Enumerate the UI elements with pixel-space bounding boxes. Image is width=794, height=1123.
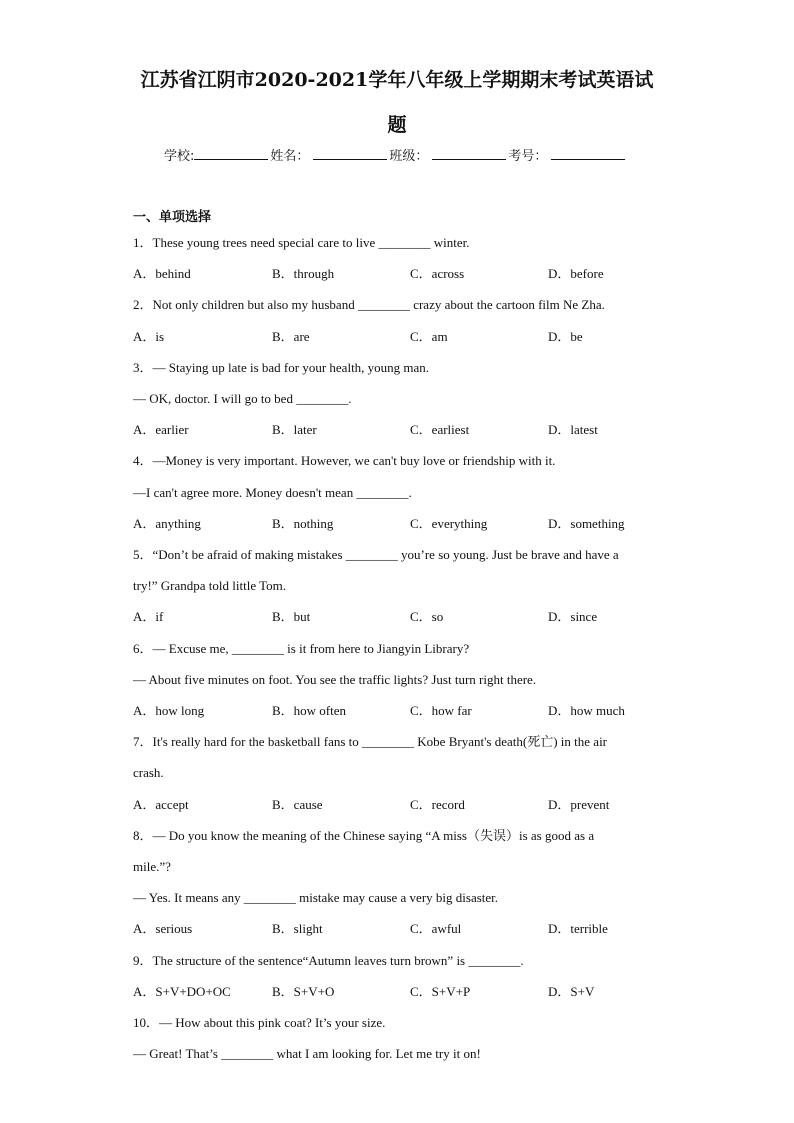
question-8-line-2: mile.”?: [133, 859, 171, 874]
question-4-line-1: 4．—Money is very important. However, we can't buy love or friendship with it.: [133, 453, 556, 469]
question-4-option-a[interactable]: A．anything: [133, 515, 201, 531]
student-info-row: [164, 145, 627, 164]
name-blank[interactable]: [313, 145, 387, 160]
question-6-line-1: 6．— Excuse me, ________ is it from here to Jiangyin Library?: [133, 640, 470, 656]
question-7-option-c[interactable]: C．record: [410, 796, 465, 812]
question-1-line-1: 1．These young trees need special care to live ________ winter.: [133, 235, 470, 250]
question-3-option-d[interactable]: D．latest: [548, 422, 598, 438]
question-3-line-2: — OK, doctor. I will go to bed ________.: [133, 391, 352, 406]
question-1-option-d[interactable]: D．before: [548, 266, 604, 282]
number-label: 考号：: [508, 149, 548, 164]
question-8-line-1: 8．— Do you know the meaning of the Chinese saying “A miss（失误）is as good as a: [133, 827, 595, 843]
question-6-option-a[interactable]: A．how long: [133, 703, 205, 718]
question-5-option-b[interactable]: B．but: [272, 609, 311, 625]
class-label: 班级：: [389, 149, 429, 164]
question-2-option-c[interactable]: C．am: [410, 328, 448, 344]
number-blank[interactable]: [551, 145, 625, 160]
question-4-option-b[interactable]: B．nothing: [272, 515, 334, 531]
question-6-option-c[interactable]: C．how far: [410, 703, 472, 718]
question-7-line-1: 7．It's really hard for the basketball fans to ________ Kobe Bryant's death(死亡) in the air: [133, 734, 608, 750]
question-6-option-b[interactable]: B．how often: [272, 703, 347, 718]
question-6-line-2: — About five minutes on foot. You see the traffic lights? Just turn right there.: [133, 671, 537, 687]
question-3-line-1: 3．— Staying up late is bad for your health, young man.: [133, 359, 430, 375]
question-7-option-b[interactable]: B．cause: [272, 796, 323, 812]
question-3-option-c[interactable]: C．earliest: [410, 422, 470, 438]
question-1-option-a[interactable]: A．behind: [133, 266, 191, 282]
question-4-option-c[interactable]: C．everything: [410, 515, 488, 531]
question-7-option-d[interactable]: D．prevent: [548, 796, 610, 812]
question-9-line-1: 9．The structure of the sentence“Autumn leaves turn brown” is ________.: [133, 952, 524, 968]
question-2-option-d[interactable]: D．be: [548, 328, 583, 344]
question-2-option-b[interactable]: B．are: [272, 328, 310, 344]
question-8-line-3: — Yes. It means any ________ mistake may cause a very big disaster.: [133, 890, 499, 906]
doc-title-line-1: 江苏省江阴市2020-2021学年八年级上学期期末考试英语试: [140, 69, 654, 91]
question-7-line-2: crash.: [133, 765, 164, 781]
question-3-option-a[interactable]: A．earlier: [133, 422, 189, 438]
question-4-line-2: —I can't agree more. Money doesn't mean ________.: [133, 484, 412, 500]
question-9-option-b[interactable]: B．S+V+O: [272, 983, 335, 999]
question-9-option-a[interactable]: A．S+V+DO+OC: [133, 983, 231, 999]
question-7-option-a[interactable]: A．accept: [133, 796, 189, 812]
question-5-line-1: 5．“Don’t be afraid of making mistakes ________ you’re so young. Just be brave and have a: [133, 547, 619, 562]
school-label: 学校:: [164, 149, 195, 164]
question-8-option-d[interactable]: D．terrible: [548, 921, 608, 937]
question-2-line-1: 2．Not only children but also my husband ________ crazy about the cartoon film Ne Zha.: [133, 297, 605, 313]
question-5-line-2: try!” Grandpa told little Tom.: [133, 578, 287, 594]
question-1-option-c[interactable]: C．across: [410, 266, 465, 282]
question-10-line-1: 10．— How about this pink coat? It’s your size.: [133, 1015, 386, 1030]
section-title: 一、单项选择: [133, 210, 212, 225]
question-2-option-a[interactable]: A．is: [133, 328, 165, 344]
question-1-option-b[interactable]: B．through: [272, 266, 335, 282]
question-6-option-d[interactable]: D．how much: [548, 703, 625, 718]
question-3-option-b[interactable]: B．later: [272, 422, 317, 438]
question-8-option-b[interactable]: B．slight: [272, 921, 323, 937]
doc-title-line-2: 题: [387, 114, 407, 136]
question-5-option-d[interactable]: D．since: [548, 609, 598, 625]
class-blank[interactable]: [432, 145, 506, 160]
name-label: 姓名：: [270, 149, 310, 164]
question-9-option-d[interactable]: D．S+V: [548, 983, 595, 999]
question-10-line-2: — Great! That’s ________ what I am looking for. Let me try it on!: [133, 1046, 481, 1062]
question-5-option-c[interactable]: C．so: [410, 609, 444, 625]
school-blank[interactable]: [194, 145, 268, 160]
question-8-option-a[interactable]: A．serious: [133, 921, 193, 937]
question-5-option-a[interactable]: A．if: [133, 609, 164, 625]
question-9-option-c[interactable]: C．S+V+P: [410, 983, 471, 999]
question-8-option-c[interactable]: C．awful: [410, 921, 462, 937]
question-4-option-d[interactable]: D．something: [548, 515, 625, 531]
